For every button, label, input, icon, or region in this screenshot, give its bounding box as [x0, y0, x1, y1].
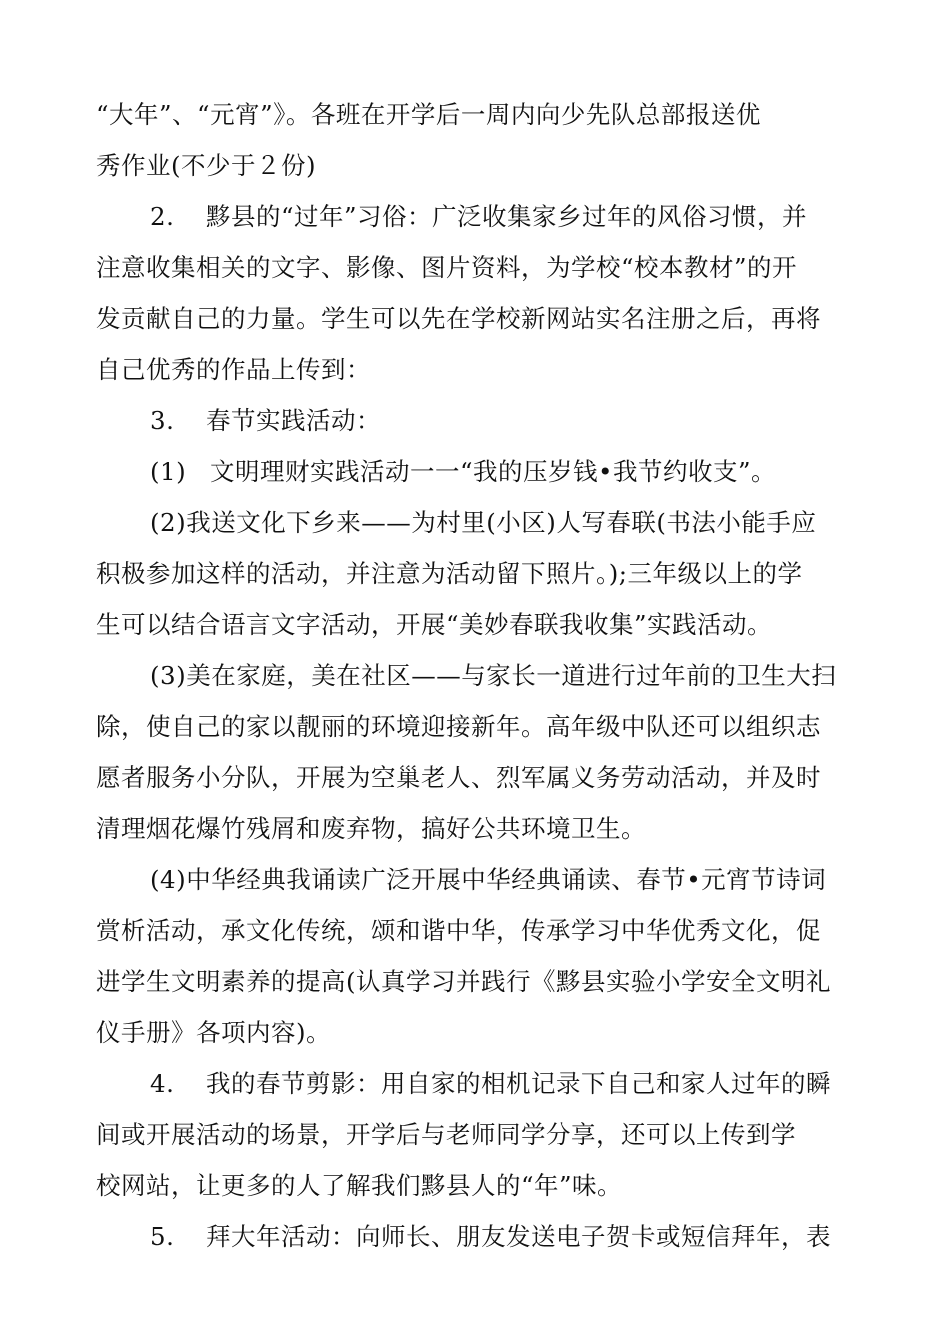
text-line: 发贡献自己的力量。学生可以先在学校新网站实名注册之后，再将 — [96, 304, 821, 333]
sub-item-1 — [150, 454, 776, 490]
text-line: 清理烟花爆竹残屑和废弃物，搞好公共环境卫生。 — [96, 814, 646, 843]
text-line: (3)美在家庭，美在社区——与家长一道进行过年前的卫生大扫 — [150, 661, 837, 690]
text-line: 春节实践活动： — [206, 406, 381, 435]
list-number: 5. — [150, 1222, 175, 1251]
text-line: 进学生文明素养的提高(认真学习并践行《黟县实验小学安全文明礼 — [96, 967, 832, 996]
list-number: 4. — [150, 1069, 175, 1098]
list-number: (1) — [150, 457, 187, 486]
list-item-3 — [150, 403, 381, 439]
list-number: 3. — [150, 406, 175, 435]
text-line: 秀作业(不少于２份) — [96, 151, 317, 180]
text-line: 除，使自己的家以靓丽的环境迎接新年。高年级中队还可以组织志 — [96, 712, 821, 741]
text-line: “大年”、“元宵”》。各班在开学后一周内向少先队总部报送优 — [96, 100, 761, 129]
text-line: (2)我送文化下乡来——为村里(小区)人写春联(书法小能手应 — [150, 508, 817, 537]
text-line: 间或开展活动的场景，开学后与老师同学分享，还可以上传到学 — [96, 1120, 796, 1149]
text-line: 黟县的“过年”习俗：广泛收集家乡过年的风俗习惯，并 — [206, 202, 808, 231]
text-line: 仪手册》各项内容)。 — [96, 1018, 332, 1047]
text-line: 赏析活动，承文化传统，颂和谐中华，传承学习中华优秀文化，促 — [96, 916, 821, 945]
list-item-4 — [150, 1066, 831, 1102]
text-line: 拜大年活动：向师长、朋友发送电子贺卡或短信拜年，表 — [206, 1222, 831, 1251]
text-line: 校网站，让更多的人了解我们黟县人的“年”味。 — [96, 1171, 623, 1200]
text-line: 文明理财实践活动一一“我的压岁钱•我节约收支”。 — [210, 457, 776, 486]
text-line: (4)中华经典我诵读广泛开展中华经典诵读、春节•元宵节诗词 — [150, 865, 827, 894]
text-line: 生可以结合语言文字活动，开展“美妙春联我收集”实践活动。 — [96, 610, 773, 639]
text-line: 愿者服务小分队，开展为空巢老人、烈军属义务劳动活动，并及时 — [96, 763, 821, 792]
text-line: 积极参加这样的活动，并注意为活动留下照片。);三年级以上的学 — [96, 559, 803, 588]
list-item-2 — [150, 199, 807, 235]
text-line: 注意收集相关的文字、影像、图片资料，为学校“校本教材”的开 — [96, 253, 798, 282]
text-line: 我的春节剪影：用自家的相机记录下自己和家人过年的瞬 — [206, 1069, 831, 1098]
list-number: 2. — [150, 202, 175, 231]
list-item-5 — [150, 1219, 831, 1255]
text-line: 自己优秀的作品上传到： — [96, 355, 371, 384]
